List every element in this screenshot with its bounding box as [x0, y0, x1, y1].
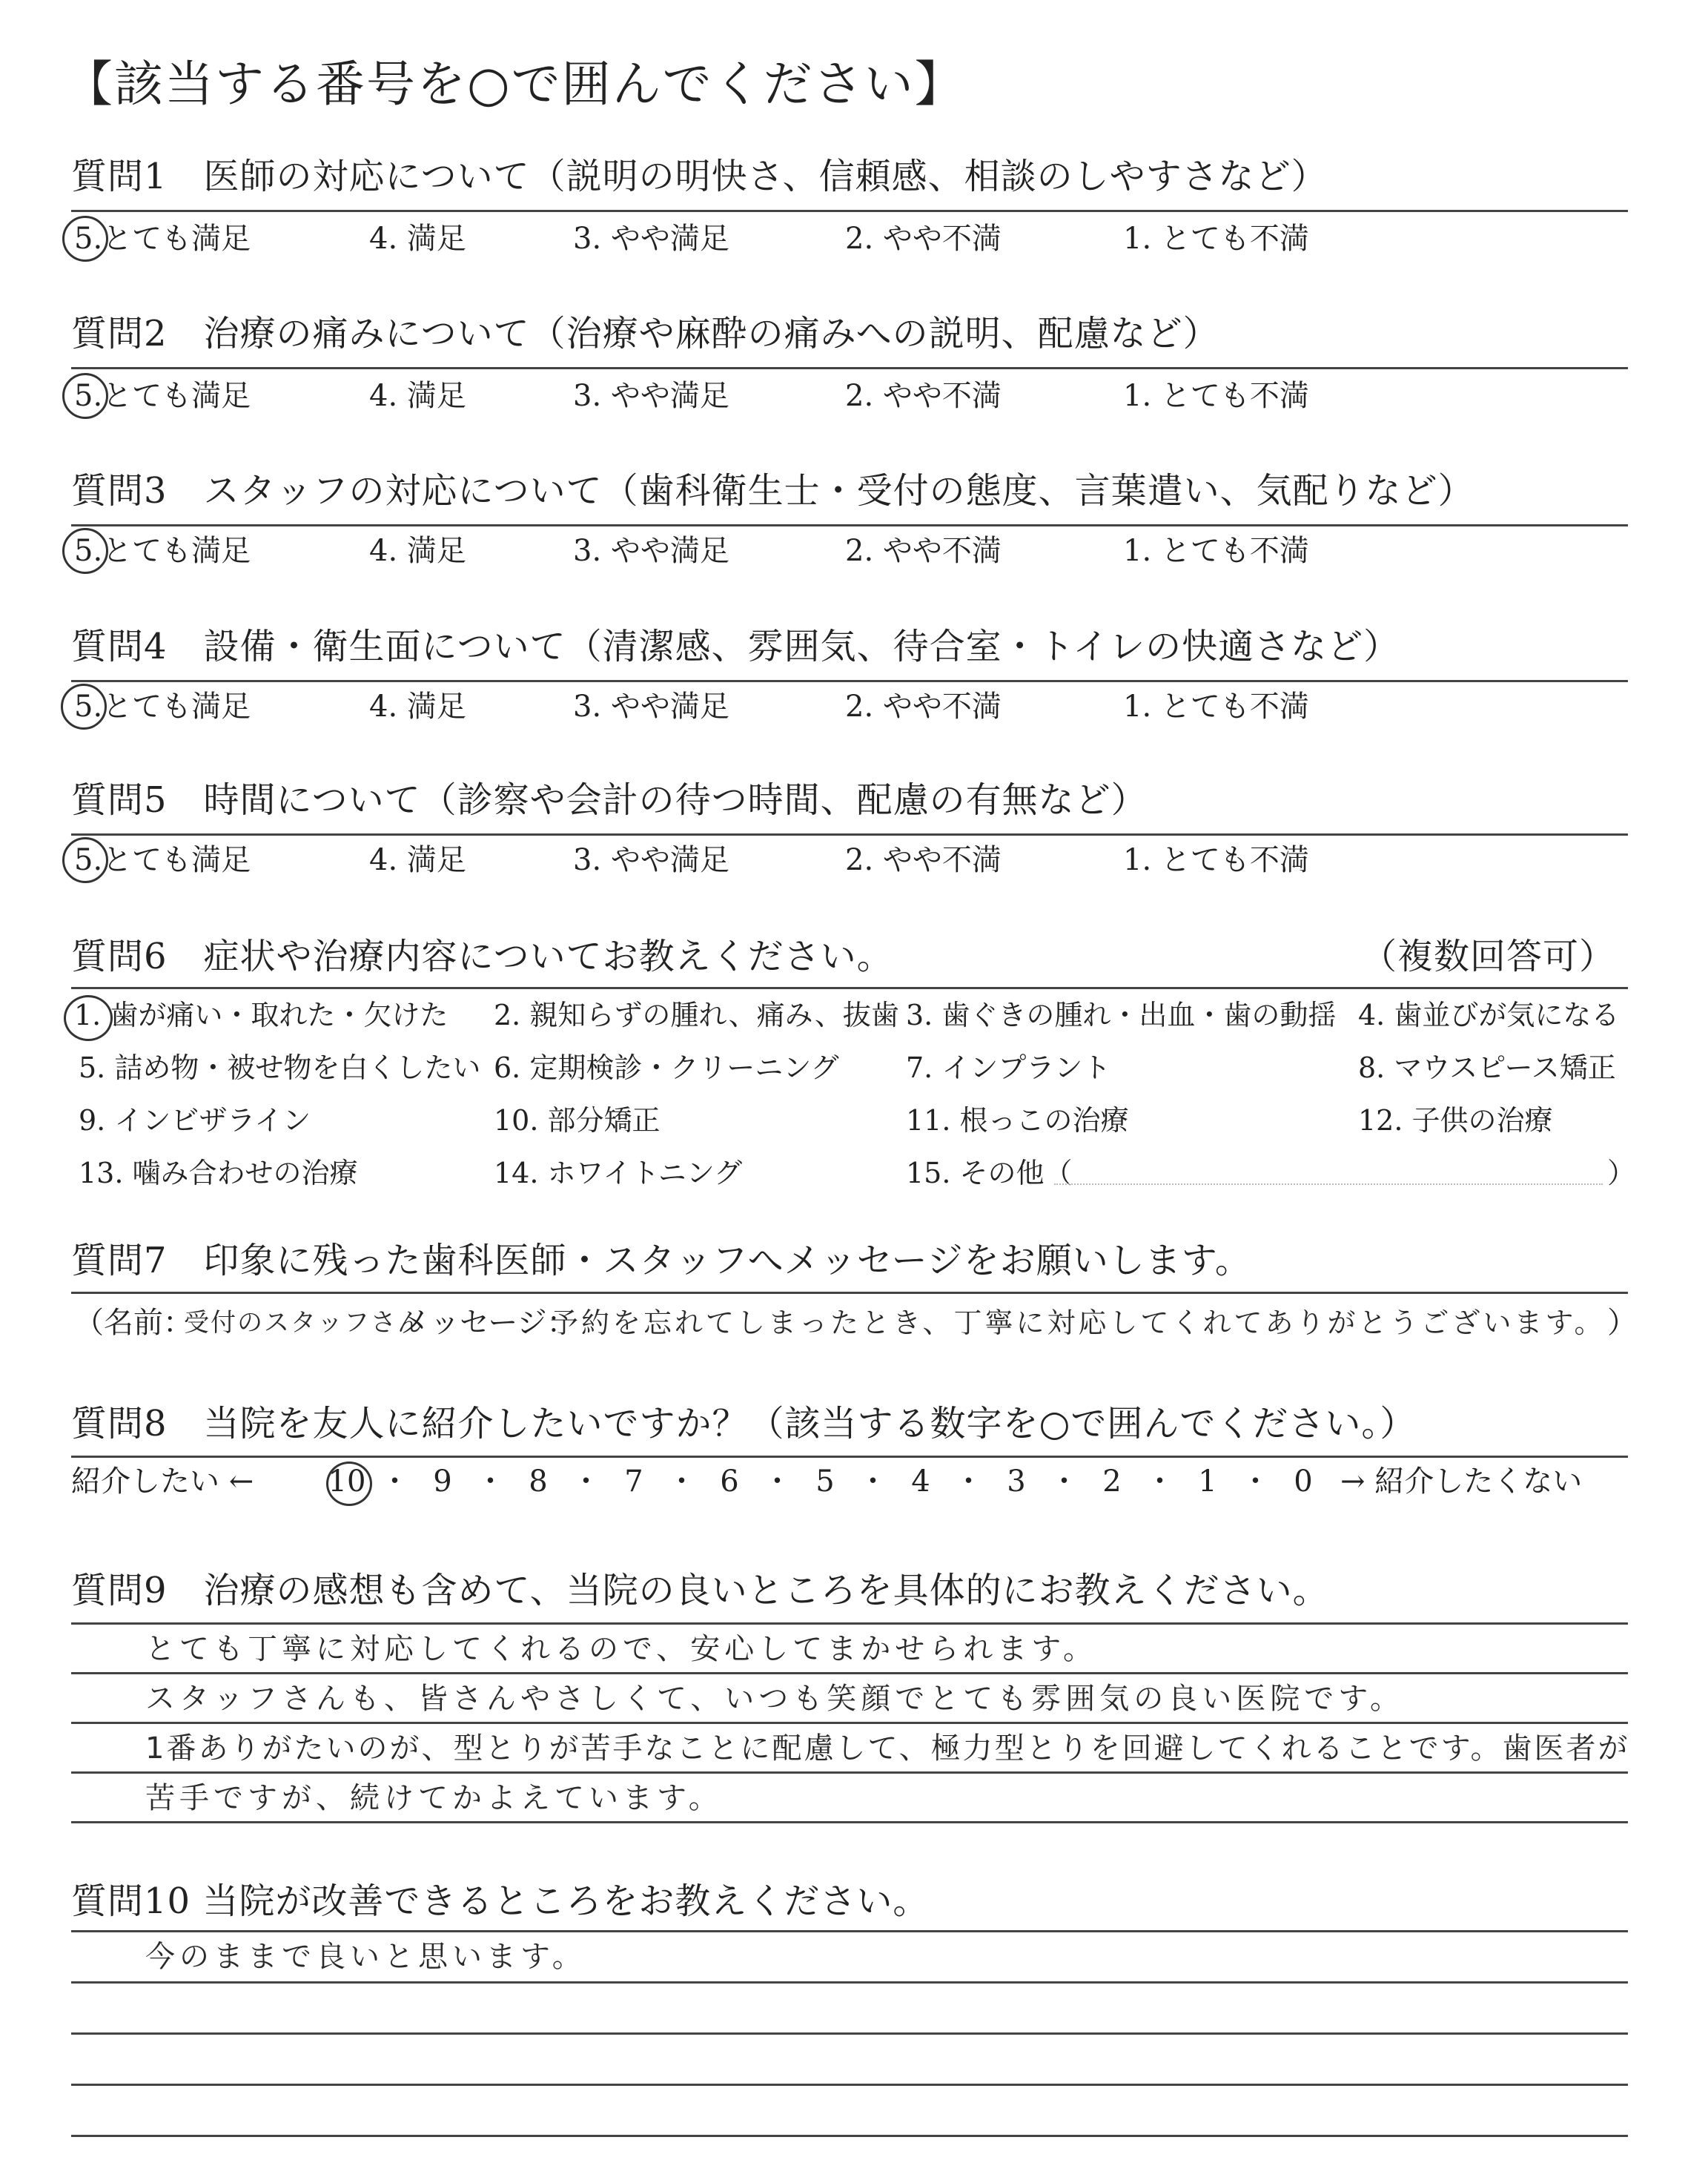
question-title: 質問7 印象に残った歯科医師・スタッフへメッセージをお願いします。 — [71, 1240, 1251, 1281]
scale-option-6[interactable]: 6 — [720, 1464, 739, 1499]
rating-option-4[interactable]: 4. 満足 — [369, 534, 466, 568]
selection-circle — [62, 373, 108, 419]
answer-text[interactable]: とても丁寧に対応してくれるので、安心してまかせられます。 — [145, 1632, 1097, 1666]
scale-option-2[interactable]: 2 — [1102, 1464, 1122, 1499]
rating-option-4[interactable]: 4. 満足 — [369, 379, 466, 413]
rating-option-3[interactable]: 3. やや満足 — [573, 534, 729, 568]
scale-separator: ・ — [475, 1464, 506, 1499]
symptom-option[interactable]: 11. 根っこの治療 — [906, 1104, 1129, 1137]
rating-option-4[interactable]: 4. 満足 — [369, 222, 466, 256]
rating-option-5[interactable]: 5.とても満足 — [74, 379, 251, 413]
message-answer[interactable]: 予約を忘れてしまったとき、丁寧に対応してくれてありがとうございます。 — [550, 1307, 1606, 1339]
scale-option-4[interactable]: 4 — [911, 1464, 930, 1499]
symptom-option[interactable]: 4. 歯並びが気になる — [1358, 999, 1620, 1031]
question-title: 質問8 当院を友人に紹介したいですか？（該当する数字を○で囲んでください。） — [71, 1403, 1417, 1444]
scale-option-9[interactable]: 9 — [433, 1464, 452, 1499]
scale-option-10[interactable]: 10 — [328, 1464, 366, 1499]
symptom-option[interactable]: 6. 定期検診・クリーニング — [494, 1051, 839, 1084]
rating-option-5[interactable]: 5.とても満足 — [74, 534, 251, 568]
symptom-option[interactable]: 9. インビザライン — [79, 1104, 311, 1137]
selection-circle — [61, 684, 107, 730]
question-title: 質問10 当院が改善できるところをお教えください。 — [71, 1880, 930, 1922]
scale-separator: ・ — [1049, 1464, 1079, 1499]
divider — [71, 833, 1628, 836]
rating-option-2[interactable]: 2. やや不満 — [845, 690, 1002, 724]
question-title: 質問6 症状や治療内容についてお教えください。 — [71, 936, 893, 977]
divider — [71, 524, 1628, 526]
close-paren: ） — [1607, 1306, 1637, 1340]
answer-text[interactable]: 苦手ですが、続けてかよえています。 — [145, 1781, 723, 1815]
symptom-option[interactable]: 2. 親知らずの腫れ、痛み、抜歯 — [494, 999, 899, 1031]
answer-line — [71, 1981, 1628, 1984]
rating-option-1[interactable]: 1. とても不満 — [1123, 843, 1309, 877]
rating-option-5[interactable]: 5.とても満足 — [74, 843, 251, 877]
scale-separator: ・ — [1145, 1464, 1175, 1499]
rating-option-1[interactable]: 1. とても不満 — [1123, 534, 1309, 568]
divider — [71, 1292, 1628, 1294]
question-title: 質問9 治療の感想も含めて、当院の良いところを具体的にお教えください。 — [71, 1570, 1329, 1611]
symptom-option[interactable]: 14. ホワイトニング — [494, 1157, 743, 1189]
scale-option-1[interactable]: 1 — [1198, 1464, 1217, 1499]
other-close-paren: ） — [1607, 1157, 1636, 1189]
scale-option-7[interactable]: 7 — [624, 1464, 643, 1499]
rating-option-2[interactable]: 2. やや不満 — [845, 222, 1002, 256]
rating-option-1[interactable]: 1. とても不満 — [1123, 222, 1309, 256]
answer-line — [71, 1821, 1628, 1823]
selection-circle — [62, 837, 108, 883]
scale-option-5[interactable]: 5 — [815, 1464, 835, 1499]
divider — [71, 987, 1628, 989]
question-title: 質問2 治療の痛みについて（治療や麻酔の痛みへの説明、配慮など） — [71, 313, 1219, 354]
rating-option-3[interactable]: 3. やや満足 — [573, 843, 729, 877]
symptom-option[interactable]: 3. 歯ぐきの腫れ・出血・歯の動揺 — [906, 999, 1337, 1031]
other-input[interactable] — [1054, 1183, 1603, 1185]
question-title: 質問4 設備・衛生面について（清潔感、雰囲気、待合室・トイレの快適さなど） — [71, 626, 1400, 667]
symptom-option[interactable]: 13. 噛み合わせの治療 — [79, 1157, 358, 1189]
scale-option-0[interactable]: 0 — [1294, 1464, 1313, 1499]
selection-circle — [62, 528, 108, 574]
rating-option-1[interactable]: 1. とても不満 — [1123, 690, 1309, 724]
divider — [71, 367, 1628, 369]
rating-option-4[interactable]: 4. 満足 — [369, 843, 466, 877]
message-label: メッセージ： — [400, 1306, 577, 1340]
rating-option-2[interactable]: 2. やや不満 — [845, 379, 1002, 413]
scale-separator: ・ — [571, 1464, 601, 1499]
scale-separator: ・ — [953, 1464, 984, 1499]
rating-option-3[interactable]: 3. やや満足 — [573, 690, 729, 724]
rating-option-2[interactable]: 2. やや不満 — [845, 534, 1002, 568]
symptom-option[interactable]: 1. 歯が痛い・取れた・欠けた — [74, 999, 448, 1031]
divider — [71, 1456, 1628, 1458]
rating-option-3[interactable]: 3. やや満足 — [573, 379, 729, 413]
answer-line — [71, 2135, 1628, 2137]
rating-option-2[interactable]: 2. やや不満 — [845, 843, 1002, 877]
form-title: 【該当する番号を○で囲んでください】 — [64, 56, 965, 113]
answer-text[interactable]: 今のままで良いと思います。 — [145, 1940, 586, 1974]
answer-line — [71, 1771, 1628, 1774]
not-recommend-label: → 紹介したくない — [1340, 1464, 1583, 1499]
scale-separator: ・ — [858, 1464, 888, 1499]
answer-line — [71, 1930, 1628, 1932]
selection-circle — [64, 995, 113, 1041]
question-title: 質問1 医師の対応について（説明の明快さ、信頼感、相談のしやすさなど） — [71, 156, 1328, 197]
symptom-option[interactable]: 10. 部分矯正 — [494, 1104, 661, 1137]
selection-circle — [62, 216, 108, 262]
scale-separator: ・ — [380, 1464, 410, 1499]
symptom-option[interactable]: 7. インプラント — [906, 1051, 1111, 1084]
name-label: （名前： — [74, 1306, 193, 1340]
rating-option-1[interactable]: 1. とても不満 — [1123, 379, 1309, 413]
answer-text[interactable]: 1番ありがたいのが、型とりが苦手なことに配慮して、極力型とりを回避してくれることです。歯医者が — [145, 1731, 1630, 1766]
rating-option-3[interactable]: 3. やや満足 — [573, 222, 729, 256]
answer-line — [71, 2032, 1628, 2035]
divider — [71, 680, 1628, 682]
answer-line — [71, 1672, 1628, 1674]
answer-line — [71, 2084, 1628, 2086]
symptom-option[interactable]: 15. その他（ — [906, 1157, 1073, 1189]
divider — [71, 210, 1628, 212]
symptom-option[interactable]: 12. 子供の治療 — [1358, 1104, 1553, 1137]
answer-text[interactable]: スタッフさんも、皆さんやさしくて、いつも笑顔でとても雰囲気の良い医院です。 — [145, 1682, 1404, 1716]
rating-option-5[interactable]: 5.とても満足 — [74, 690, 251, 724]
scale-option-8[interactable]: 8 — [529, 1464, 548, 1499]
symptom-option[interactable]: 8. マウスピース矯正 — [1358, 1051, 1616, 1084]
answer-line — [71, 1722, 1628, 1724]
staff-name-answer[interactable]: 受付のスタッフさん — [184, 1308, 424, 1338]
scale-separator: ・ — [666, 1464, 697, 1499]
question-title: 質問5 時間について（診察や会計の待つ時間、配慮の有無など） — [71, 779, 1148, 821]
symptom-option[interactable]: 5. 詰め物・被せ物を白くしたい — [79, 1051, 481, 1084]
selection-circle — [326, 1462, 372, 1506]
recommend-label: 紹介したい ← — [71, 1464, 254, 1499]
multiple-answer-note: （複数回答可） — [1361, 936, 1616, 977]
scale-separator: ・ — [762, 1464, 792, 1499]
rating-option-4[interactable]: 4. 満足 — [369, 690, 466, 724]
rating-option-5[interactable]: 5.とても満足 — [74, 222, 251, 256]
question-title: 質問3 スタッフの対応について（歯科衛生士・受付の態度、言葉遣い、気配りなど） — [71, 470, 1474, 512]
scale-option-3[interactable]: 3 — [1007, 1464, 1026, 1499]
scale-separator: ・ — [1240, 1464, 1271, 1499]
answer-line — [71, 1622, 1628, 1625]
